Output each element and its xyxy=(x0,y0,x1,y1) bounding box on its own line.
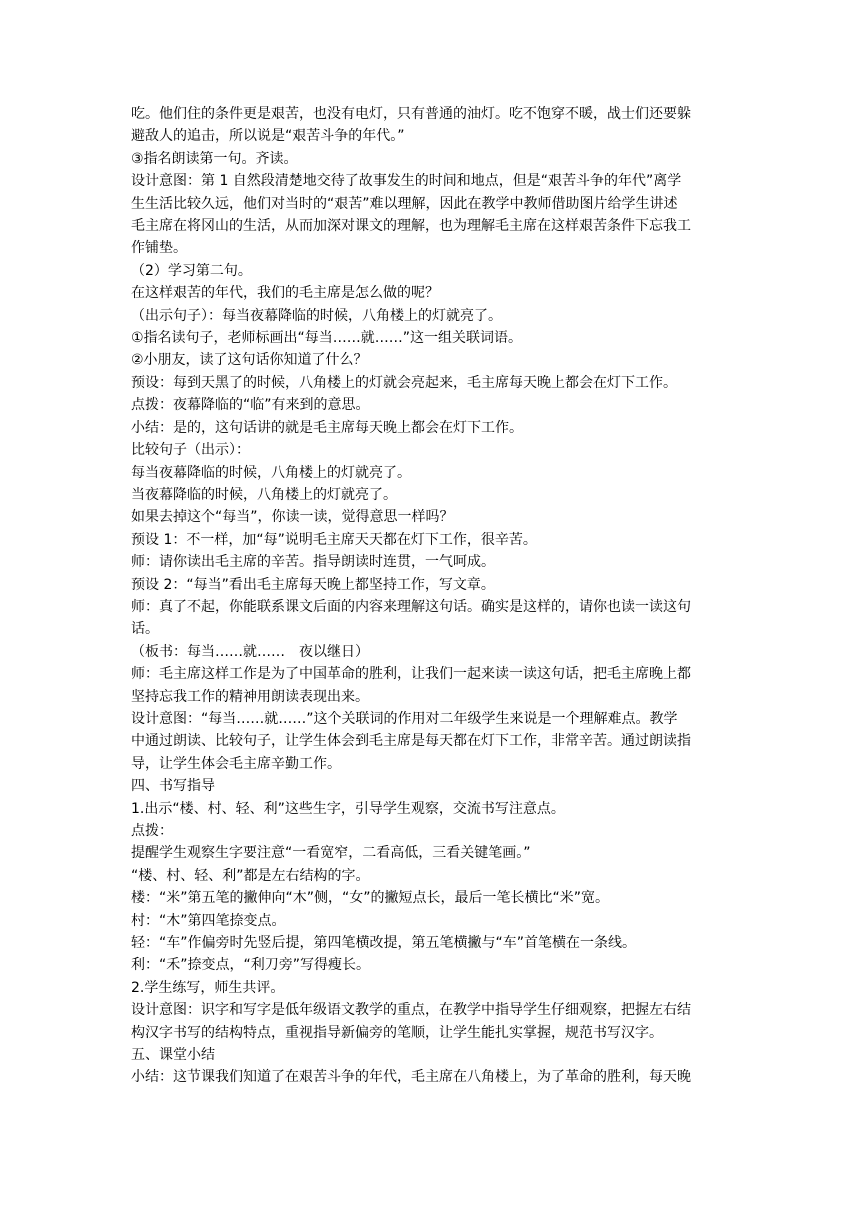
text-line: （板书：每当……就…… 夜以继日） xyxy=(131,643,369,660)
text-line: 点拨：夜幕降临的“临”有来到的意思。 xyxy=(131,397,370,414)
text-line: 在这样艰苦的年代，我们的毛主席是怎么做的呢？ xyxy=(131,285,439,302)
text-line: 提醒学生观察生字要注意“一看宽窄，二看高低，三看关键笔画。” xyxy=(131,845,531,862)
text-line: 利：“禾”捺变点，“利刀旁”写得瘦长。 xyxy=(131,957,371,974)
text-line: 小结：是的，这句话讲的就是毛主席每天晚上都会在灯下工作。 xyxy=(131,419,523,436)
text-line: 毛主席在将冈山的生活，从而加深对课文的理解，也为理解毛主席在这样艰苦条件下忘我工 xyxy=(131,218,691,235)
text-line: 轻：“车”作偏旁时先竖后提，第四笔横改提，第五笔横撇与“车”首笔横在一条线。 xyxy=(131,935,637,952)
text-line: 话。 xyxy=(131,621,159,638)
text-line: 每当夜幕降临的时候，八角楼上的灯就亮了。 xyxy=(131,464,411,481)
text-line: 师：真了不起，你能联系课文后面的内容来理解这句话。确实是这样的，请你也读一读这句 xyxy=(131,598,691,615)
text-line: 五、课堂小结 xyxy=(131,1047,215,1064)
text-line: 设计意图：第 1 自然段清楚地交待了故事发生的时间和地点，但是“艰苦斗争的年代”离学 xyxy=(131,173,682,190)
text-line: ①指名读句子，老师标画出“每当……就……”这一组关联词语。 xyxy=(131,330,523,347)
text-line: 生生活比较久远，他们对当时的“艰苦”难以理解，因此在教学中教师借助图片给学生讲述 xyxy=(131,195,678,212)
text-line: 点拨： xyxy=(131,823,173,839)
text-line: 作铺垫。 xyxy=(131,240,187,257)
text-line: 预设 1：不一样，加“每”说明毛主席天天都在灯下工作，很辛苦。 xyxy=(131,531,537,548)
text-line: 当夜幕降临的时候，八角楼上的灯就亮了。 xyxy=(131,486,397,503)
text-line: 坚持忘我工作的精神用朗读表现出来。 xyxy=(131,688,369,705)
text-line: 吃。他们住的条件更是艰苦，也没有电灯，只有普通的油灯。吃不饱穿不暖，战士们还要躲 xyxy=(131,106,691,122)
text-line: 构汉字书写的结构特点，重视指导新偏旁的笔顺，让学生能扎实掌握，规范书写汉字。 xyxy=(131,1024,663,1041)
text-line: 如果去掉这个“每当”，你读一读，觉得意思一样吗？ xyxy=(131,509,454,526)
text-line: （2）学习第二句。 xyxy=(131,262,252,279)
document-page xyxy=(131,103,731,1089)
text-line: ③指名朗读第一句。齐读。 xyxy=(131,150,298,167)
text-line: 2.学生练写，师生共评。 xyxy=(131,979,285,996)
text-line: 预设：每到天黑了的时候，八角楼上的灯就会亮起来，毛主席每天晚上都会在灯下工作。 xyxy=(131,374,677,391)
text-line: “楼、村、轻、利”都是左右结构的字。 xyxy=(131,867,370,884)
text-line: 避敌人的追击，所以说是“艰苦斗争的年代。” xyxy=(131,128,405,145)
text-line: 预设 2：“每当”看出毛主席每天晚上都坚持工作，写文章。 xyxy=(131,576,495,593)
text-line: 村：“木”第四笔捺变点。 xyxy=(131,912,286,929)
text-line: 小结：这节课我们知道了在艰苦斗争的年代，毛主席在八角楼上，为了革命的胜利，每天晚 xyxy=(131,1069,691,1086)
text-line: 师：请你读出毛主席的辛苦。指导朗读时连贯，一气呵成。 xyxy=(131,554,495,571)
text-line: （出示句子）：每当夜幕降临的时候，八角楼上的灯就亮了。 xyxy=(131,307,502,324)
text-line: 设计意图：识字和写字是低年级语文教学的重点，在教学中指导学生仔细观察，把握左右结 xyxy=(131,1002,691,1019)
text-line: 1.出示“楼、村、轻、利”这些生字，引导学生观察，交流书写注意点。 xyxy=(131,800,565,817)
text-line: 比较句子（出示）： xyxy=(131,442,250,459)
text-line: 四、书写指导 xyxy=(131,778,215,795)
text-line: 中通过朗读、比较句子，让学生体会到毛主席是每天都在灯下工作，非常辛苦。通过朗读指 xyxy=(131,733,691,750)
text-line: 设计意图：“每当……就……”这个关联词的作用对二年级学生来说是一个理解难点。教学 xyxy=(131,710,678,727)
text-line: ②小朋友，读了这句话你知道了什么？ xyxy=(131,352,368,369)
text-line: 师：毛主席这样工作是为了中国革命的胜利，让我们一起来读一读这句话，把毛主席晚上都 xyxy=(131,666,691,683)
text-line: 导，让学生体会毛主席辛勤工作。 xyxy=(131,755,341,772)
text-line: 楼：“米”第五笔的撇伸向“木”侧，“女”的撇短点长，最后一笔长横比“米”宽。 xyxy=(131,890,610,907)
